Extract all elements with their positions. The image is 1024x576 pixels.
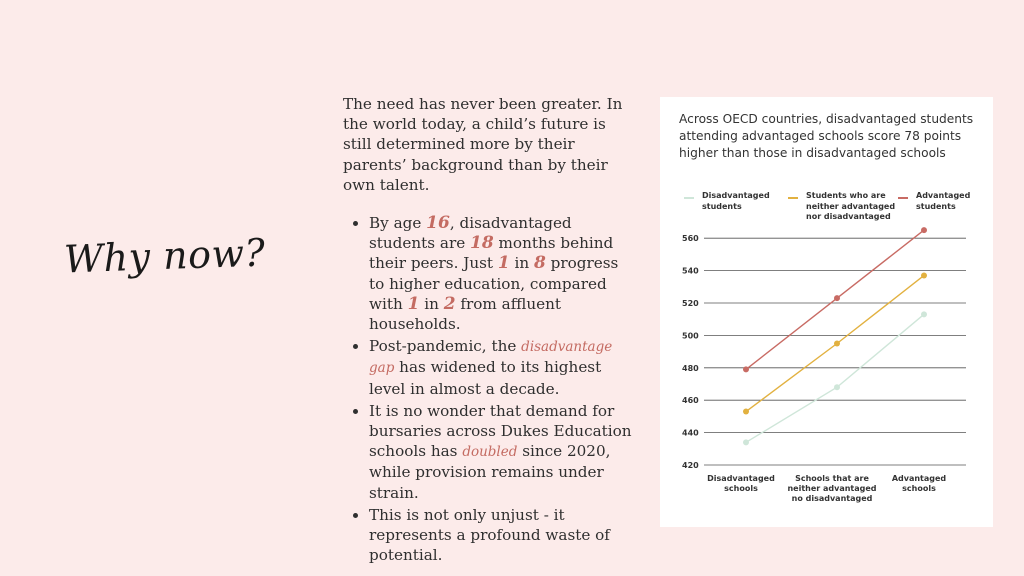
chart-card: [660, 97, 993, 527]
highlight-number: 8: [533, 253, 546, 274]
text-column: [343, 94, 635, 567]
data-point: [743, 409, 749, 415]
data-point: [921, 311, 927, 317]
bullet-text: has widened to its highest level in almost a decade.: [369, 358, 602, 398]
y-tick-label: 460: [682, 396, 699, 406]
y-tick-label: 500: [682, 331, 699, 341]
bullet-text: in: [509, 254, 534, 273]
y-tick-label: 520: [682, 299, 699, 308]
highlight-number: 16: [426, 213, 450, 234]
slide-title: Why now?: [63, 230, 267, 282]
bullet-text: in: [419, 294, 444, 313]
bullet-text: This is not only unjust - it represents a profound waste of potential.: [369, 505, 610, 565]
y-tick-label: 440: [682, 428, 699, 438]
data-point: [743, 366, 749, 372]
bullet-text: progress to higher education, compared with: [369, 254, 619, 313]
series-line: [746, 314, 924, 442]
x-tick-label: Disadvantaged schools: [707, 474, 775, 493]
legend-label: Disadvantaged students: [702, 191, 770, 211]
highlight-number: 1: [407, 293, 420, 314]
bullet-item: [369, 336, 635, 399]
bullet-text: months behind their peers. Just: [369, 234, 614, 273]
highlight-phrase: disadvantage gap: [369, 339, 613, 377]
bullet-item: [369, 505, 635, 566]
highlight-number: 2: [443, 293, 456, 314]
bullet-item: [369, 213, 635, 334]
highlight-phrase: doubled: [462, 444, 518, 461]
bullet-text: from affluent households.: [369, 294, 561, 334]
bullet-text: By age: [369, 214, 427, 233]
legend-label: Students who are neither advantaged nor disadvantaged: [806, 191, 896, 221]
bullet-text: , disadvantaged students are: [369, 214, 572, 253]
intro-paragraph: The need has never been greater. In the world today, a child’s future is still determined more by their parents’ background than by their own talent.: [343, 95, 623, 194]
y-tick-label: 420: [682, 461, 699, 470]
data-point: [921, 272, 927, 278]
data-point: [834, 341, 840, 347]
x-tick-label: Schools that are neither advantaged no disadvantaged: [787, 474, 877, 503]
data-point: [743, 439, 749, 445]
bullet-item: [369, 401, 635, 503]
highlight-number: 1: [497, 253, 510, 274]
line-chart: [660, 97, 993, 527]
bullet-text: Post-pandemic, the: [369, 337, 522, 356]
data-point: [921, 227, 927, 233]
y-tick-label: 560: [682, 234, 699, 244]
legend-label: Advantaged students: [916, 191, 971, 211]
data-point: [834, 295, 840, 301]
bullet-list: [343, 213, 635, 565]
y-tick-label: 540: [682, 266, 699, 276]
x-tick-label: Advantaged schools: [891, 474, 947, 493]
bullet-text: since 2020, while provision remains under strain.: [369, 442, 611, 502]
data-point: [834, 384, 840, 390]
y-tick-label: 480: [682, 363, 699, 373]
bullet-text: It is no wonder that demand for bursaries across Dukes Education schools has: [369, 401, 632, 461]
highlight-number: 18: [470, 233, 494, 254]
chart-title: Across OECD countries, disadvantaged students attending advantaged schools score 78 points higher than those in disadvantaged schools: [679, 112, 974, 160]
